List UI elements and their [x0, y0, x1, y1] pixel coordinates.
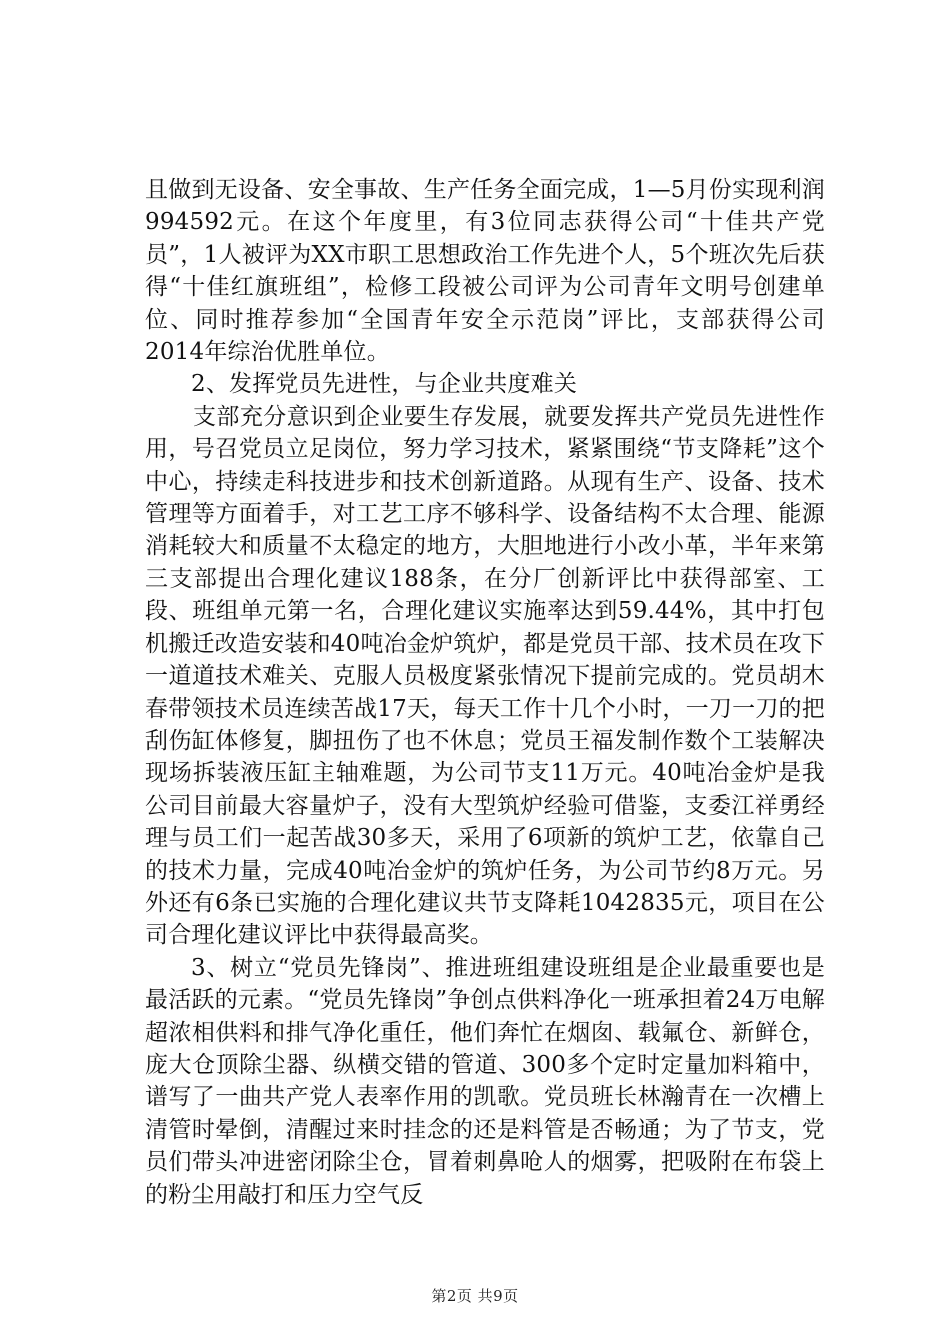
document-body	[145, 174, 825, 1211]
paragraph-4: 3、树立“党员先锋岗”、推进班组建设班组是企业最重要也是最活跃的元素。“党员先锋岗”争创点供料净化一班承担着24万电解超浓相供料和排气净化重任，他们奔忙在烟囱、载氟仓、新鲜仓，庞大仓顶除尘器、纵横交错的管道、300多个定时定量加料箱中，谱写了一曲共产党人表率作用的凯歌。党员班长林瀚青在一次槽上清管时晕倒，清醒过来时挂念的还是料管是否畅通；为了节支，党员们带头冲进密闭除尘仓，冒着刺鼻呛人的烟雾，把吸附在布袋上的粉尘用敲打和压力空气反	[145, 954, 825, 1208]
section-heading-2: 2、发挥党员先进性，与企业共度难关	[191, 371, 578, 398]
paragraph-1: 且做到无设备、安全事故、生产任务全面完成，1—5月份实现利润994592元。在这个年度里，有3位同志获得公司“十佳共产党员”，1人被评为XX市职工思想政治工作先进个人，5个班次先后获得“十佳红旗班组”，检修工段被公司评为公司青年文明号创建单位、同时推荐参加“全国青年安全示范岗”评比，支部获得公司2014年综治优胜单位。	[145, 177, 825, 366]
paragraph-3: 支部充分意识到企业要生存发展，就要发挥共产党员先进性作用，号召党员立足岗位，努力学习技术，紧紧围绕“节支降耗”这个中心，持续走科技进步和技术创新道路。从现有生产、设备、技术管理等方面着手，对工艺工序不够科学、设备结构不太合理、能源消耗较大和质量不太稳定的地方，大胆地进行小改小革，半年来第三支部提出合理化建议188条，在分厂创新评比中获得部室、工段、班组单元第一名，合理化建议实施率达到59.44%，其中打包机搬迁改造安装和40吨冶金炉筑炉，都是党员干部、技术员在攻下一道道技术难关、克服人员极度紧张情况下提前完成的。党员胡木春带领技术员连续苦战17天，每天工作十几个小时，一刀一刀的把刮伤缸体修复，脚扭伤了也不休息；党员王福发制作数个工装解决现场拆装液压缸主轴难题，为公司节支11万元。40吨冶金炉是我公司目前最大容量炉子，没有大型筑炉经验可借鉴，支委江祥勇经理与员工们一起苦战30多天，采用了6项新的筑炉工艺，依靠自己的技术力量，完成40吨冶金炉的筑炉任务，为公司节约8万元。另外还有6条已实施的合理化建议共节支降耗1042835元，项目在公司合理化建议评比中获得最高奖。	[145, 403, 825, 949]
page-number-footer: 第2页 共9页	[431, 1287, 519, 1305]
